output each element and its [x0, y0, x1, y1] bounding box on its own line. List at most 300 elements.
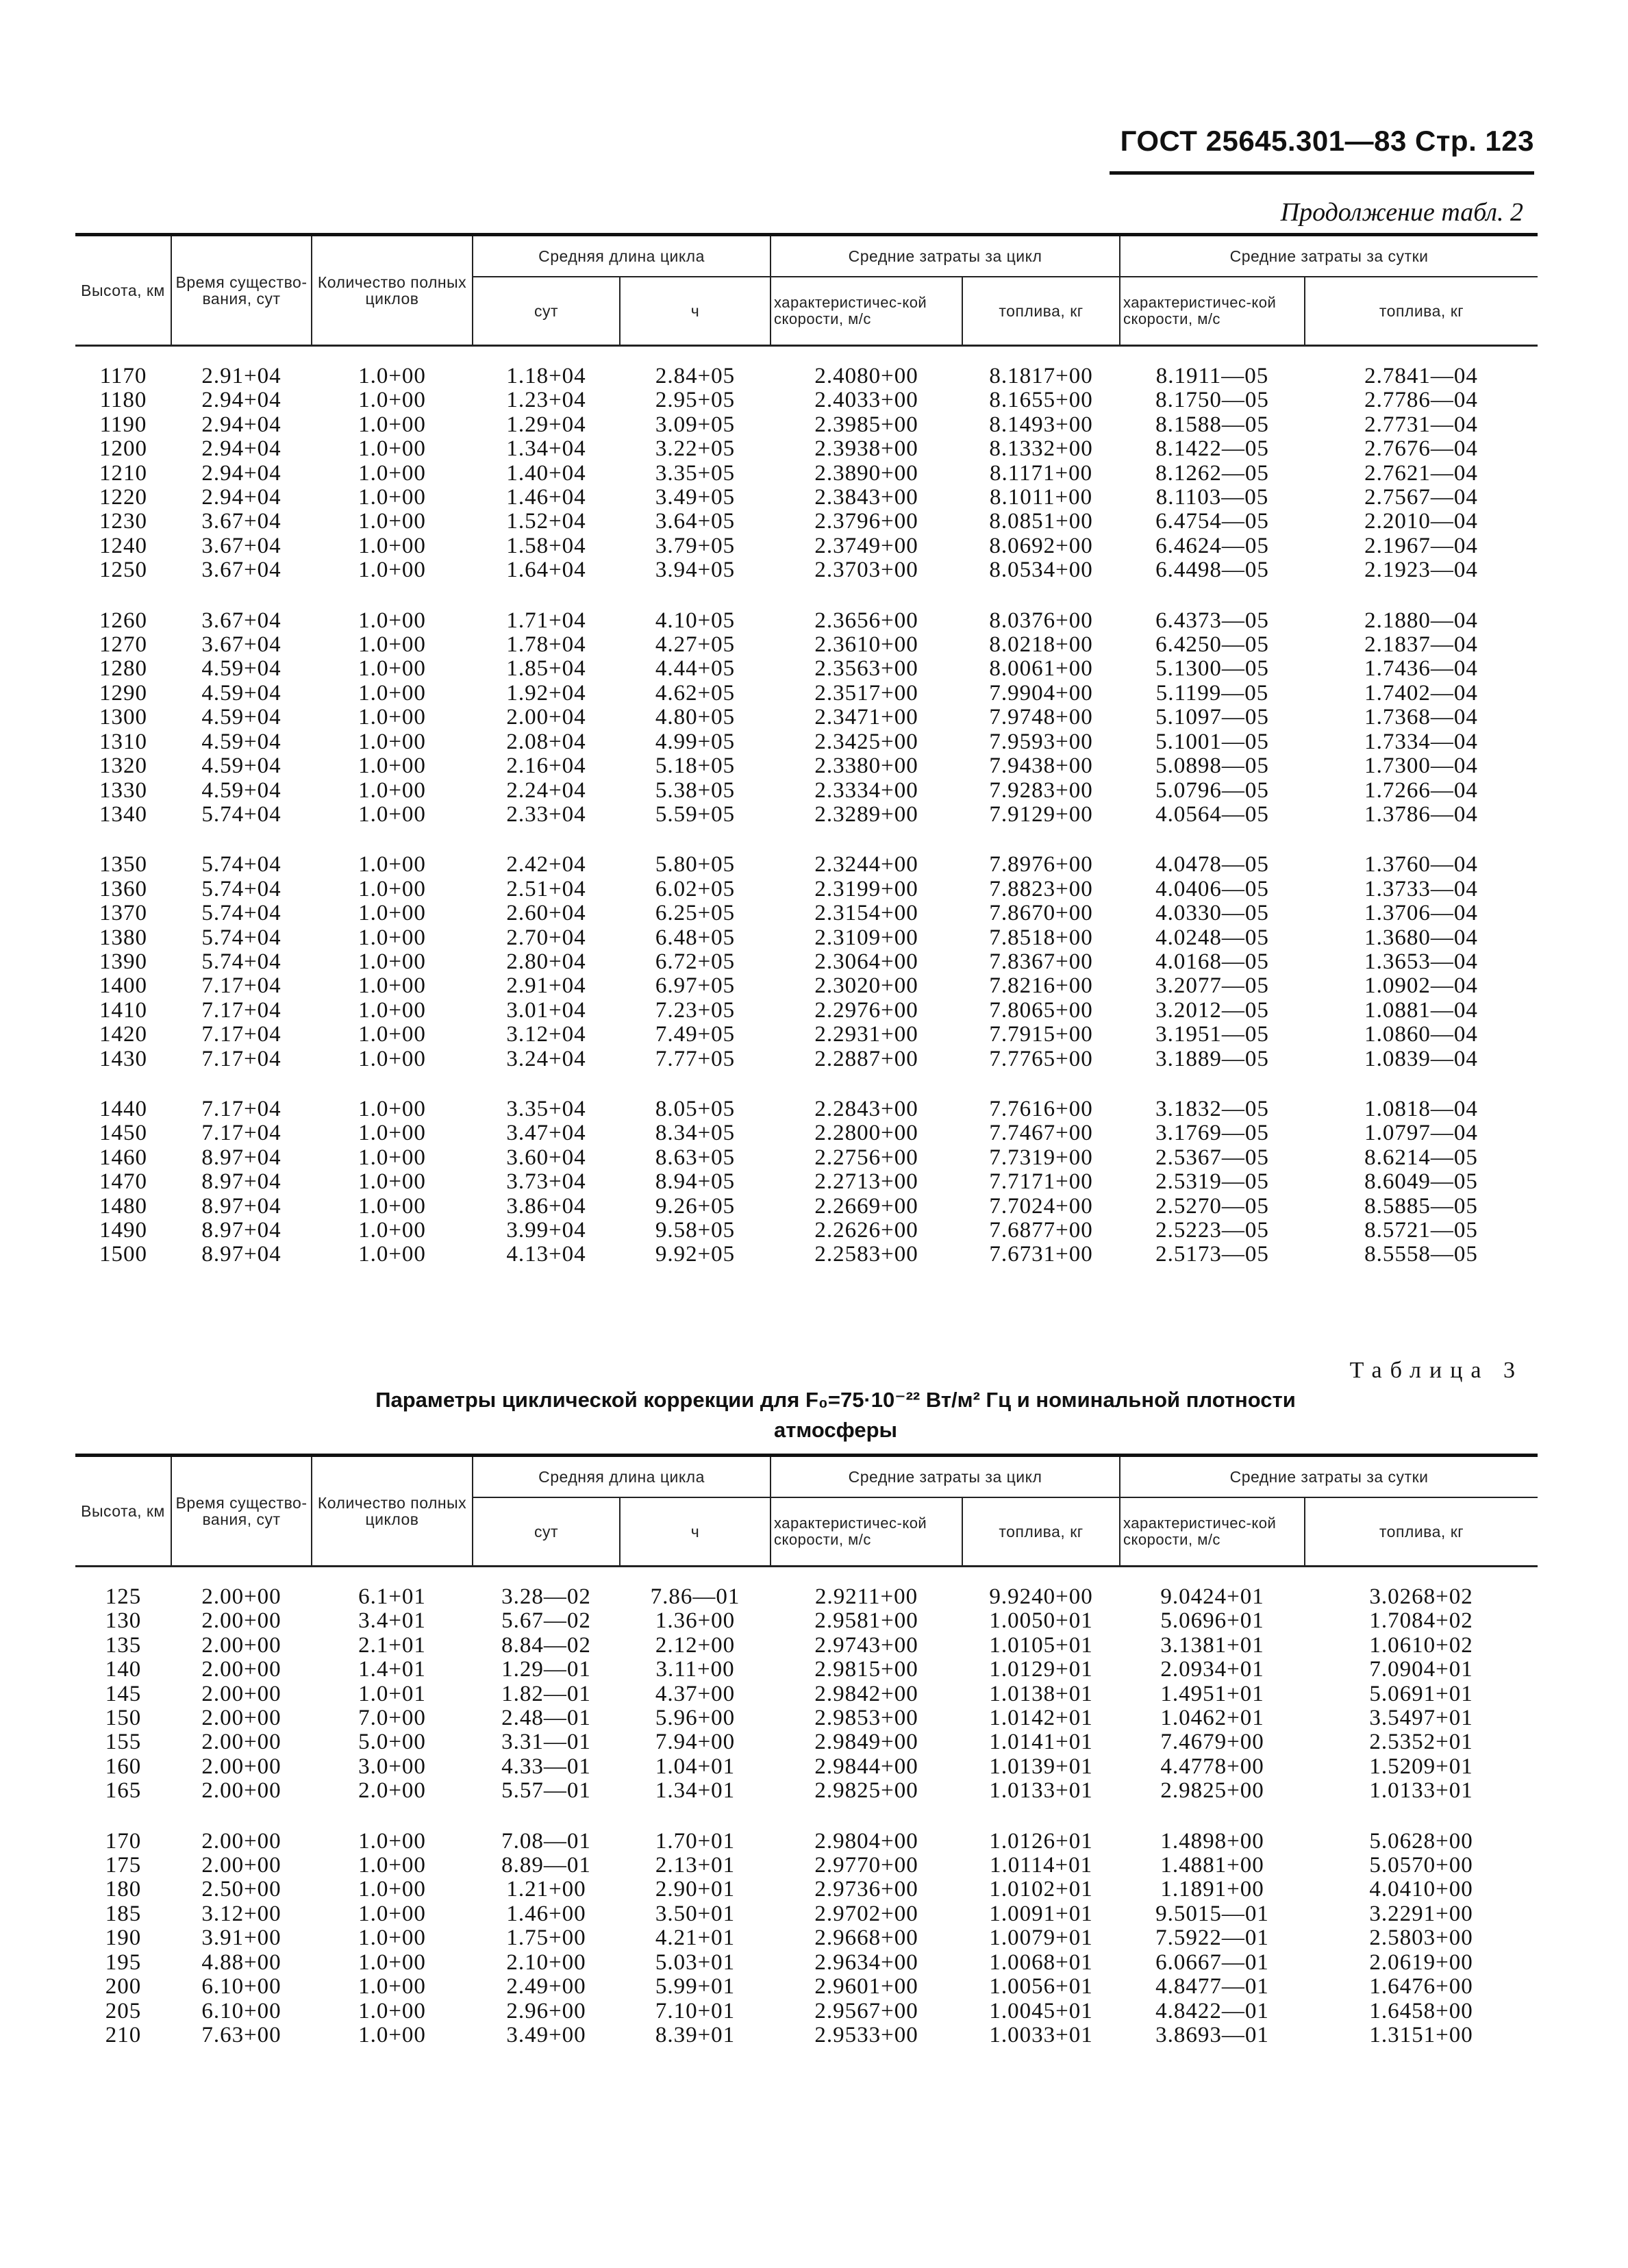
- altitude-cell: 1290: [99, 680, 147, 706]
- table-row: [75, 1975, 1538, 1999]
- cycle-char-velocity-cell: 2.3244+00: [814, 852, 918, 877]
- lifetime-cell: 4.59+04: [201, 656, 281, 682]
- cycle-hours-cell: 2.13+01: [655, 1853, 736, 1878]
- cycle-char-velocity-cell: 2.3020+00: [814, 973, 918, 999]
- lifetime-cell: 3.67+04: [201, 533, 281, 558]
- table-row: [75, 1219, 1538, 1243]
- cycles-cell: 1.0+00: [358, 608, 426, 633]
- cycle-days-cell: 1.46+00: [506, 1901, 586, 1926]
- day-fuel-cell: 1.0797—04: [1364, 1121, 1478, 1146]
- cycle-fuel-cell: 7.8367+00: [989, 949, 1093, 974]
- day-fuel-cell: 1.5209+01: [1369, 1754, 1473, 1779]
- col-days: сут: [473, 1497, 620, 1567]
- cycle-days-cell: 3.99+04: [506, 1218, 586, 1243]
- altitude-cell: 175: [105, 1853, 142, 1878]
- cycle-days-cell: 2.70+04: [506, 925, 586, 950]
- col-avg-cost-day: Средние затраты за сутки: [1120, 1456, 1538, 1498]
- lifetime-cell: 8.97+04: [201, 1145, 281, 1170]
- cycles-cell: 2.1+01: [358, 1632, 426, 1658]
- cycles-cell: 1.0+00: [358, 1901, 426, 1926]
- col-cycles: Количество полных циклов: [312, 235, 473, 346]
- cycle-fuel-cell: 8.0534+00: [989, 558, 1093, 583]
- cycle-days-cell: 1.40+04: [506, 460, 586, 486]
- day-fuel-cell: 1.7266—04: [1364, 777, 1478, 803]
- day-char-velocity-cell: 2.5367—05: [1155, 1145, 1269, 1170]
- cycles-cell: 1.0+00: [358, 632, 426, 658]
- cycle-hours-cell: 4.44+05: [655, 656, 736, 682]
- lifetime-cell: 6.10+00: [201, 1974, 281, 1999]
- cycles-cell: 3.0+00: [358, 1754, 426, 1779]
- day-fuel-cell: 1.6476+00: [1369, 1974, 1473, 1999]
- table-2: [75, 233, 1538, 1267]
- cycle-days-cell: 2.49+00: [506, 1974, 586, 1999]
- cycle-fuel-cell: 1.0105+01: [989, 1632, 1093, 1658]
- cycle-fuel-cell: 7.7616+00: [989, 1096, 1093, 1121]
- cycle-days-cell: 5.57—01: [501, 1778, 591, 1804]
- cycle-days-cell: 8.84—02: [501, 1632, 591, 1658]
- cycle-char-velocity-cell: 2.9844+00: [814, 1754, 918, 1779]
- day-char-velocity-cell: 3.2012—05: [1155, 997, 1269, 1023]
- day-fuel-cell: 2.7841—04: [1364, 364, 1478, 388]
- day-char-velocity-cell: 4.0330—05: [1155, 901, 1269, 926]
- cycle-char-velocity-cell: 2.2756+00: [814, 1145, 918, 1170]
- cycle-fuel-cell: 8.1171+00: [989, 460, 1093, 486]
- cycle-days-cell: 1.18+04: [506, 364, 586, 388]
- day-fuel-cell: 1.7300—04: [1364, 753, 1478, 779]
- cycle-hours-cell: 9.26+05: [655, 1193, 736, 1219]
- day-fuel-cell: 2.0619+00: [1369, 1949, 1473, 1975]
- lifetime-cell: 2.94+04: [201, 388, 281, 413]
- cycle-hours-cell: 3.50+01: [655, 1901, 736, 1926]
- day-fuel-cell: 2.1923—04: [1364, 558, 1478, 583]
- cycle-hours-cell: 7.77+05: [655, 1046, 736, 1071]
- cycle-char-velocity-cell: 2.4033+00: [814, 388, 918, 413]
- cycle-fuel-cell: 1.0126+01: [989, 1828, 1093, 1854]
- day-char-velocity-cell: 6.4624—05: [1155, 533, 1269, 558]
- cycle-char-velocity-cell: 2.9853+00: [814, 1706, 918, 1731]
- table-row: [75, 1706, 1538, 1730]
- table-row: [75, 1023, 1538, 1047]
- cycles-cell: 1.0+00: [358, 533, 426, 558]
- lifetime-cell: 8.97+04: [201, 1193, 281, 1219]
- cycle-fuel-cell: 7.8670+00: [989, 901, 1093, 926]
- altitude-cell: 1230: [99, 509, 147, 534]
- day-char-velocity-cell: 6.4498—05: [1155, 558, 1269, 583]
- cycle-days-cell: 1.29—01: [501, 1657, 591, 1682]
- day-char-velocity-cell: 5.0796—05: [1155, 777, 1269, 803]
- col-days: сут: [473, 277, 620, 346]
- altitude-cell: 135: [105, 1632, 142, 1658]
- altitude-cell: 1300: [99, 705, 147, 730]
- cycle-hours-cell: 3.22+05: [655, 436, 736, 462]
- lifetime-cell: 8.97+04: [201, 1242, 281, 1267]
- altitude-cell: 1280: [99, 656, 147, 682]
- cycle-char-velocity-cell: 2.9770+00: [814, 1853, 918, 1878]
- table-row: [75, 1804, 1538, 1854]
- cycles-cell: 1.0+00: [358, 1926, 426, 1951]
- day-char-velocity-cell: 3.1769—05: [1155, 1121, 1269, 1146]
- cycle-char-velocity-cell: 2.3064+00: [814, 949, 918, 974]
- table-row: [75, 926, 1538, 950]
- day-char-velocity-cell: 5.0696+01: [1160, 1608, 1264, 1634]
- cycle-char-velocity-cell: 2.2583+00: [814, 1242, 918, 1267]
- day-fuel-cell: 5.0570+00: [1369, 1853, 1473, 1878]
- cycles-cell: 1.0+00: [358, 680, 426, 706]
- lifetime-cell: 8.97+04: [201, 1218, 281, 1243]
- day-fuel-cell: 1.6458+00: [1369, 1998, 1473, 2023]
- cycle-char-velocity-cell: 2.9668+00: [814, 1926, 918, 1951]
- cycle-fuel-cell: 1.0033+01: [989, 2022, 1093, 2047]
- cycle-hours-cell: 8.94+05: [655, 1169, 736, 1195]
- day-fuel-cell: 1.0133+01: [1369, 1778, 1473, 1804]
- cycle-char-velocity-cell: 2.3109+00: [814, 925, 918, 950]
- lifetime-cell: 4.88+00: [201, 1949, 281, 1975]
- lifetime-cell: 5.74+04: [201, 949, 281, 974]
- lifetime-cell: 2.91+04: [201, 364, 281, 388]
- cycle-hours-cell: 8.34+05: [655, 1121, 736, 1146]
- cycle-hours-cell: 2.95+05: [655, 388, 736, 413]
- cycles-cell: 7.0+00: [358, 1706, 426, 1731]
- day-char-velocity-cell: 5.1300—05: [1155, 656, 1269, 682]
- altitude-cell: 1420: [99, 1022, 147, 1047]
- table-row: [75, 1854, 1538, 1878]
- table-row: [75, 803, 1538, 827]
- lifetime-cell: 7.17+04: [201, 997, 281, 1023]
- day-fuel-cell: 1.0860—04: [1364, 1022, 1478, 1047]
- altitude-cell: 1220: [99, 485, 147, 510]
- day-fuel-cell: 2.7567—04: [1364, 485, 1478, 510]
- day-char-velocity-cell: 4.0406—05: [1155, 876, 1269, 901]
- cycles-cell: 1.0+00: [358, 1853, 426, 1878]
- day-char-velocity-cell: 2.9825+00: [1160, 1778, 1264, 1804]
- table-row: [75, 950, 1538, 974]
- lifetime-cell: 7.17+04: [201, 1096, 281, 1121]
- cycle-days-cell: 2.91+04: [506, 973, 586, 999]
- cycles-cell: 6.1+01: [358, 1584, 426, 1609]
- cycle-days-cell: 3.73+04: [506, 1169, 586, 1195]
- table-row: [75, 1779, 1538, 1803]
- table-row: [75, 388, 1538, 412]
- table-row: [75, 706, 1538, 730]
- altitude-cell: 1270: [99, 632, 147, 658]
- col-fuel-cycle: топлива, кг: [962, 1497, 1120, 1567]
- table-row: [75, 1926, 1538, 1950]
- altitude-cell: 1500: [99, 1242, 147, 1267]
- cycle-char-velocity-cell: 2.9736+00: [814, 1877, 918, 1902]
- cycle-hours-cell: 5.80+05: [655, 852, 736, 877]
- cycle-hours-cell: 9.58+05: [655, 1218, 736, 1243]
- col-altitude: Высота, км: [75, 1456, 171, 1567]
- day-fuel-cell: 5.0691+01: [1369, 1681, 1473, 1706]
- cycle-char-velocity-cell: 2.3843+00: [814, 485, 918, 510]
- cycle-fuel-cell: 1.0068+01: [989, 1949, 1093, 1975]
- table-row: [75, 558, 1538, 582]
- altitude-cell: 1340: [99, 801, 147, 827]
- table-3-caption: [274, 1385, 1397, 1445]
- altitude-cell: 150: [105, 1706, 142, 1731]
- cycles-cell: 1.4+01: [358, 1657, 426, 1682]
- day-fuel-cell: 1.0881—04: [1364, 997, 1478, 1023]
- altitude-cell: 205: [105, 1998, 142, 2023]
- table-row: [75, 779, 1538, 803]
- day-char-velocity-cell: 8.1262—05: [1155, 460, 1269, 486]
- cycles-cell: 1.0+00: [358, 1218, 426, 1243]
- cycle-fuel-cell: 1.0102+01: [989, 1877, 1093, 1902]
- day-fuel-cell: 8.5885—05: [1364, 1193, 1478, 1219]
- altitude-cell: 1200: [99, 436, 147, 462]
- table-row: [75, 730, 1538, 754]
- cycle-days-cell: 2.00+04: [506, 705, 586, 730]
- altitude-cell: 1430: [99, 1046, 147, 1071]
- cycles-cell: 1.0+00: [358, 656, 426, 682]
- cycle-char-velocity-cell: 2.3938+00: [814, 436, 918, 462]
- table-3-label: Таблица 3: [1349, 1358, 1523, 1383]
- col-lifetime: Время существо-вания, сут: [171, 235, 312, 346]
- altitude-cell: 1490: [99, 1218, 147, 1243]
- cycle-fuel-cell: 1.0138+01: [989, 1681, 1093, 1706]
- cycle-days-cell: 2.10+00: [506, 1949, 586, 1975]
- day-fuel-cell: 2.7676—04: [1364, 436, 1478, 462]
- cycle-char-velocity-cell: 2.3380+00: [814, 753, 918, 779]
- cycle-hours-cell: 3.94+05: [655, 558, 736, 583]
- cycle-days-cell: 2.08+04: [506, 729, 586, 754]
- cycle-fuel-cell: 7.9904+00: [989, 680, 1093, 706]
- lifetime-cell: 2.00+00: [201, 1853, 281, 1878]
- cycle-char-velocity-cell: 2.3985+00: [814, 412, 918, 437]
- page-header: ГОСТ 25645.301—83 Стр. 123: [1120, 125, 1534, 157]
- altitude-cell: 160: [105, 1754, 142, 1779]
- altitude-cell: 1480: [99, 1193, 147, 1219]
- cycle-fuel-cell: 7.9593+00: [989, 729, 1093, 754]
- cycles-cell: 1.0+00: [358, 753, 426, 779]
- cycles-cell: 1.0+00: [358, 1096, 426, 1121]
- cycles-cell: 1.0+00: [358, 1193, 426, 1219]
- day-fuel-cell: 2.2010—04: [1364, 509, 1478, 534]
- col-char-velocity-day: характеристичес-кой скорости, м/с: [1120, 1497, 1305, 1567]
- day-char-velocity-cell: 1.4881+00: [1160, 1853, 1264, 1878]
- lifetime-cell: 7.63+00: [201, 2022, 281, 2047]
- day-fuel-cell: 1.3151+00: [1369, 2022, 1473, 2047]
- table-row: [75, 827, 1538, 877]
- cycle-hours-cell: 6.25+05: [655, 901, 736, 926]
- day-char-velocity-cell: 4.0168—05: [1155, 949, 1269, 974]
- table-row: [75, 1902, 1538, 1926]
- cycle-days-cell: 3.49+00: [506, 2022, 586, 2047]
- day-fuel-cell: 1.3680—04: [1364, 925, 1478, 950]
- lifetime-cell: 8.97+04: [201, 1169, 281, 1195]
- cycle-fuel-cell: 7.7915+00: [989, 1022, 1093, 1047]
- cycle-days-cell: 2.60+04: [506, 901, 586, 926]
- cycles-cell: 1.0+00: [358, 973, 426, 999]
- cycles-cell: 1.0+00: [358, 1877, 426, 1902]
- cycle-days-cell: 2.48—01: [501, 1706, 591, 1731]
- col-fuel-day: топлива, кг: [1305, 277, 1538, 346]
- day-char-velocity-cell: 1.1891+00: [1160, 1877, 1264, 1902]
- day-char-velocity-cell: 6.4754—05: [1155, 509, 1269, 534]
- cycle-days-cell: 4.33—01: [501, 1754, 591, 1779]
- day-fuel-cell: 1.7436—04: [1364, 656, 1478, 682]
- day-char-velocity-cell: 5.1199—05: [1155, 680, 1269, 706]
- cycle-char-velocity-cell: 2.9804+00: [814, 1828, 918, 1854]
- table-row: [75, 1999, 1538, 2023]
- altitude-cell: 1400: [99, 973, 147, 999]
- altitude-cell: 165: [105, 1778, 142, 1804]
- lifetime-cell: 3.12+00: [201, 1901, 281, 1926]
- day-char-velocity-cell: 3.1832—05: [1155, 1096, 1269, 1121]
- table-row: [75, 1609, 1538, 1633]
- col-char-velocity-day: характеристичес-кой скорости, м/с: [1120, 277, 1305, 346]
- day-fuel-cell: 2.7731—04: [1364, 412, 1478, 437]
- altitude-cell: 185: [105, 1901, 142, 1926]
- day-char-velocity-cell: 7.4679+00: [1160, 1730, 1264, 1755]
- altitude-cell: 1210: [99, 460, 147, 486]
- lifetime-cell: 2.00+00: [201, 1681, 281, 1706]
- lifetime-cell: 2.94+04: [201, 412, 281, 437]
- col-lifetime: Время существо-вания, сут: [171, 1456, 312, 1567]
- cycle-char-velocity-cell: 2.3796+00: [814, 509, 918, 534]
- day-fuel-cell: 8.6049—05: [1364, 1169, 1478, 1195]
- lifetime-cell: 2.00+00: [201, 1754, 281, 1779]
- cycle-fuel-cell: 8.1493+00: [989, 412, 1093, 437]
- day-char-velocity-cell: 3.1951—05: [1155, 1022, 1269, 1047]
- cycle-days-cell: 1.21+00: [506, 1877, 586, 1902]
- day-fuel-cell: 8.5558—05: [1364, 1242, 1478, 1267]
- table-row: [75, 1047, 1538, 1071]
- cycles-cell: 1.0+00: [358, 509, 426, 534]
- cycle-hours-cell: 6.72+05: [655, 949, 736, 974]
- altitude-cell: 140: [105, 1657, 142, 1682]
- lifetime-cell: 2.00+00: [201, 1584, 281, 1609]
- day-char-velocity-cell: 2.5223—05: [1155, 1218, 1269, 1243]
- cycle-char-velocity-cell: 2.3749+00: [814, 533, 918, 558]
- table-row: [75, 1195, 1538, 1219]
- cycle-fuel-cell: 7.7171+00: [989, 1169, 1093, 1195]
- cycle-fuel-cell: 8.1655+00: [989, 388, 1093, 413]
- lifetime-cell: 2.00+00: [201, 1706, 281, 1731]
- cycle-char-velocity-cell: 2.9211+00: [814, 1584, 918, 1609]
- day-char-velocity-cell: 1.4898+00: [1160, 1828, 1264, 1854]
- day-char-velocity-cell: 3.8693—01: [1155, 2022, 1269, 2047]
- table-3-body: [75, 1567, 1538, 2048]
- day-fuel-cell: 4.0410+00: [1369, 1877, 1473, 1902]
- cycle-char-velocity-cell: 2.3610+00: [814, 632, 918, 658]
- day-fuel-cell: 3.2291+00: [1369, 1901, 1473, 1926]
- lifetime-cell: 4.59+04: [201, 680, 281, 706]
- cycle-hours-cell: 6.02+05: [655, 876, 736, 901]
- cycle-char-velocity-cell: 2.9567+00: [814, 1998, 918, 2023]
- cycle-days-cell: 1.64+04: [506, 558, 586, 583]
- cycle-days-cell: 1.85+04: [506, 656, 586, 682]
- cycle-fuel-cell: 7.8976+00: [989, 852, 1093, 877]
- lifetime-cell: 6.10+00: [201, 1998, 281, 2023]
- day-char-velocity-cell: 4.8477—01: [1155, 1974, 1269, 1999]
- table-row: [75, 1634, 1538, 1658]
- cycle-days-cell: 2.33+04: [506, 801, 586, 827]
- cycles-cell: 1.0+00: [358, 801, 426, 827]
- cycle-hours-cell: 8.05+05: [655, 1096, 736, 1121]
- cycle-hours-cell: 4.27+05: [655, 632, 736, 658]
- cycle-fuel-cell: 7.8823+00: [989, 876, 1093, 901]
- day-fuel-cell: 8.5721—05: [1364, 1218, 1478, 1243]
- day-fuel-cell: 2.5352+01: [1369, 1730, 1473, 1755]
- col-avg-cost-cycle: Средние затраты за цикл: [771, 1456, 1120, 1498]
- table-row: [75, 657, 1538, 681]
- table-row: [75, 1071, 1538, 1121]
- lifetime-cell: 2.00+00: [201, 1778, 281, 1804]
- cycle-days-cell: 3.28—02: [501, 1584, 591, 1609]
- day-char-velocity-cell: 3.1381+01: [1160, 1632, 1264, 1658]
- table-row: [75, 999, 1538, 1023]
- col-char-velocity-cycle: характеристичес-кой скорости, м/с: [771, 277, 962, 346]
- cycle-days-cell: 2.24+04: [506, 777, 586, 803]
- day-fuel-cell: 1.7334—04: [1364, 729, 1478, 754]
- cycle-char-velocity-cell: 2.9533+00: [814, 2022, 918, 2047]
- cycle-hours-cell: 5.96+00: [655, 1706, 736, 1731]
- cycle-hours-cell: 2.12+00: [655, 1632, 736, 1658]
- cycle-hours-cell: 4.37+00: [655, 1681, 736, 1706]
- cycle-char-velocity-cell: 2.9849+00: [814, 1730, 918, 1755]
- day-char-velocity-cell: 9.5015—01: [1155, 1901, 1269, 1926]
- cycle-hours-cell: 2.90+01: [655, 1877, 736, 1902]
- cycle-fuel-cell: 7.8065+00: [989, 997, 1093, 1023]
- cycle-fuel-cell: 8.0061+00: [989, 656, 1093, 682]
- altitude-cell: 170: [105, 1828, 142, 1854]
- day-char-velocity-cell: 7.5922—01: [1155, 1926, 1269, 1951]
- cycle-hours-cell: 5.03+01: [655, 1949, 736, 1975]
- altitude-cell: 1350: [99, 852, 147, 877]
- cycles-cell: 1.0+00: [358, 364, 426, 388]
- cycle-hours-cell: 8.63+05: [655, 1145, 736, 1170]
- cycle-hours-cell: 5.38+05: [655, 777, 736, 803]
- cycle-hours-cell: 1.04+01: [655, 1754, 736, 1779]
- day-char-velocity-cell: 2.5270—05: [1155, 1193, 1269, 1219]
- table-row: [75, 1658, 1538, 1682]
- day-fuel-cell: 1.0839—04: [1364, 1046, 1478, 1071]
- cycle-char-velocity-cell: 2.3517+00: [814, 680, 918, 706]
- day-char-velocity-cell: 6.4373—05: [1155, 608, 1269, 633]
- cycles-cell: 1.0+00: [358, 997, 426, 1023]
- lifetime-cell: 3.67+04: [201, 632, 281, 658]
- cycle-char-velocity-cell: 2.2800+00: [814, 1121, 918, 1146]
- cycles-cell: 1.0+00: [358, 1169, 426, 1195]
- lifetime-cell: 5.74+04: [201, 801, 281, 827]
- col-avg-cycle-length: Средняя длина цикла: [473, 235, 771, 277]
- table-row: [75, 413, 1538, 437]
- lifetime-cell: 7.17+04: [201, 973, 281, 999]
- day-fuel-cell: 1.0610+02: [1369, 1632, 1473, 1658]
- altitude-cell: 1450: [99, 1121, 147, 1146]
- cycles-cell: 1.0+00: [358, 436, 426, 462]
- day-fuel-cell: 5.0628+00: [1369, 1828, 1473, 1854]
- table-row: [75, 877, 1538, 901]
- day-fuel-cell: 7.0904+01: [1369, 1657, 1473, 1682]
- day-fuel-cell: 1.3653—04: [1364, 949, 1478, 974]
- cycle-hours-cell: 1.36+00: [655, 1608, 736, 1634]
- header-rule: [1110, 171, 1534, 175]
- day-char-velocity-cell: 8.1911—05: [1155, 364, 1269, 388]
- col-altitude: Высота, км: [75, 235, 171, 346]
- cycles-cell: 1.0+00: [358, 729, 426, 754]
- cycle-fuel-cell: 1.0091+01: [989, 1901, 1093, 1926]
- cycle-fuel-cell: 1.0129+01: [989, 1657, 1093, 1682]
- day-fuel-cell: 1.3786—04: [1364, 801, 1478, 827]
- cycle-char-velocity-cell: 2.3334+00: [814, 777, 918, 803]
- cycle-hours-cell: 7.86—01: [650, 1584, 740, 1609]
- col-fuel-cycle: топлива, кг: [962, 277, 1120, 346]
- cycle-days-cell: 1.58+04: [506, 533, 586, 558]
- cycle-fuel-cell: 1.0133+01: [989, 1778, 1093, 1804]
- day-char-velocity-cell: 8.1422—05: [1155, 436, 1269, 462]
